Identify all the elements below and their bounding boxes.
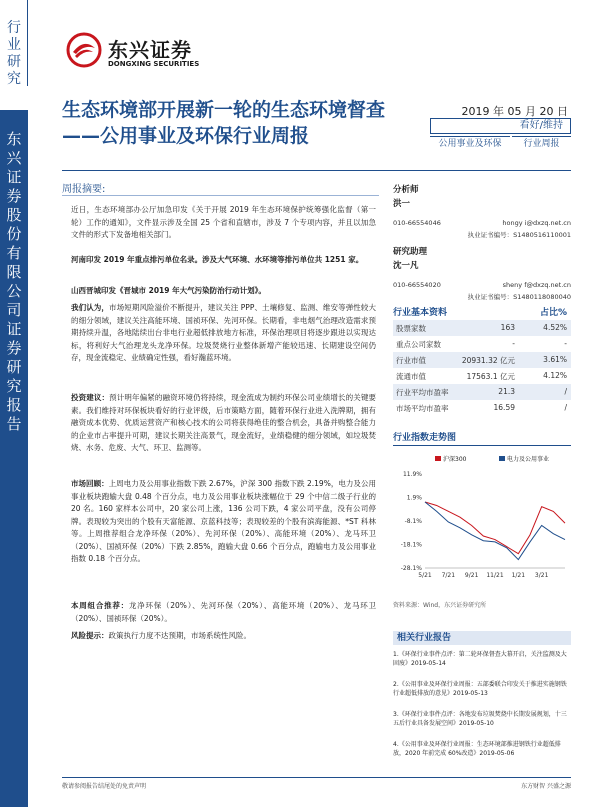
footer-divider [62,777,571,778]
abstract-heading: 周报摘要: [62,184,106,195]
table-row: 行业平均市盈率 21.3 / [393,384,571,400]
x-tick-label: 7/21 [441,572,456,579]
legend-swatch [435,456,441,461]
sidebar-top [0,0,28,86]
x-tick-label: 1/21 [511,572,526,579]
table-row: 流通市值 17563.1 亿元 4.12% [396,371,567,381]
assistant-phone: 010-66554020 [393,281,441,289]
index-line-chart [393,450,571,590]
footer-slogan: 东方财智 兴盛之源 [521,783,571,790]
analyst-block [393,183,571,301]
abstract-paragraph: 风险提示：政策执行力度不达预期，市场系统性风险。 [71,631,251,640]
analyst-label: 分析师 [393,185,419,195]
industry-category: 公用事业及环保 [430,136,510,150]
brand-logo [66,30,226,76]
footer-disclaimer: 敬请参阅报告结尾处的免责声明 [62,783,147,790]
sidebar-bottom-label: 东兴证券股份有限公司证券研究报告 [6,130,22,433]
abstract-paragraph: 河南印发 2019 年重点排污单位名录。涉及大气环境、水环境等排污单位共 1251 家。 [71,255,364,264]
report-type: 行业周报 [512,136,571,150]
related-report-link[interactable]: 4.《公用事业及环保行业周报：生态环境部推进钢铁行业超低排放，2020 年前完成 60%改造》2019-05-06 [393,741,561,757]
y-tick-label: 1.9% [406,494,422,502]
analyst-name: 洪一 [393,199,411,209]
y-tick-label: -8.1% [404,518,422,525]
assistant-cert: 执业证书编号：S1480118080040 [467,293,571,301]
abstract-paragraph: 我们认为，市场短期风险溢价不断提升，建议关注 PPP、土壤修复、监测、维安等弹性较大的细分领域，建议关注高能环境、国祯环保、先河环保。长期看，非电烟气治理改造需求预期持续升温，各地陆续出台非电行业超低排放地方标准，环保治理项目将逐步跟进以实现达标，将利好大气治理龙头龙净环保。垃圾焚烧行业整体新增产能较迅速、长期建设空间仍存，现金流稳定、业绩确定性强，看好瀚蓝环境。 [71,303,377,362]
pct-header: 占比% [539,308,567,318]
related-report-link[interactable]: 1.《环保行业事件点评：第二轮环保督查大幕开启，关注监测及大固废》2019-05-14 [393,651,567,667]
x-tick-label: 9/21 [464,572,479,579]
analyst-phone: 010-66554046 [393,219,441,227]
legend-label: 沪深300 [443,456,467,463]
assistant-label: 研究助理 [393,247,428,257]
y-tick-label: -28.1% [400,565,422,572]
legend-label: 电力及公用事业 [507,456,550,463]
table-row: 重点公司家数 - - [396,339,567,349]
analyst-email[interactable]: hongy i@dxzq.net.cn [502,219,571,227]
abstract-paragraph: 市场回顾：上周电力及公用事业指数下跌 2.67%，沪深 300 指数下跌 2.19%，电力及公用事业板块跑输大盘 0.48 个百分点，电力及公用事业板块涨幅位于 29 个中信二级子行业的 20 名。160 家样本公司中，20 家公司上涨，136 公司下跌，4 家公司平盘，没有公司停牌。表现较为突出的个股有天富能源、京蓝科技等；表现较差的个股有滨海能源、*ST 科林等。上周推荐组合龙净环保（20%）、先河环保（20%）、高能环境（20%）、龙马环卫（20%）、国祯环保（20%）下跌 2.85%，跑输大盘 0.66 个百分点，跑输电力及公用事业指数 0.18 个百分点。 [71,479,376,563]
assistant-name: 沈一凡 [393,261,419,271]
related-report-link[interactable]: 3.《环保行业事件点评：各地发布垃圾焚烧中长期发展规划，十三五后行业具备发展空间》2019-05-10 [393,711,567,727]
abstract-paragraph: 投资建议：预计明年偏紧的融资环境仍将持续，现金流成为制约环保公司业绩增长的关键要素。我们维持对环保板块看好的行业评级，后市策略方面，随着环保行业进入洗牌期，拥有融资成本优势、优质运营资产和核心技术的公司将获得绝佳的整合机会，具备并购整合能力的企业市占率提升可期，建议长期关注高景气，现金流好，业绩稳健的细分领域，如垃圾焚烧、水务、危废、大气、环卫、监测等。 [71,393,377,452]
report-date: 2019 年 05 月 20 日 [461,105,568,118]
index-chart-heading: 行业指数走势图 [393,430,571,446]
analyst-cert: 执业证书编号：S1480516110001 [467,231,571,239]
brand-name-cn: 东兴证券 [108,38,192,62]
sidebar-top-label: 行业研究 [7,20,21,87]
series-line [425,502,565,554]
related-reports-heading: 相关行业报告 [393,631,571,645]
legend-swatch [499,456,505,461]
abstract-paragraph: 近日，生态环境部办公厅加急印发《关于开展 2019 年生态环境保护统筹强化监督（第一轮）工作的通知》，文件显示涉及全国 25 个省和直辖市，涉及 7 个专项内容，并且以加急文件的形式下发备地相关部门。 [71,205,376,239]
x-tick-label: 3/21 [534,572,549,579]
report-title: 生态环境部开展新一轮的生态环境督查——公用事业及环保行业周报 [62,99,386,147]
abstract-divider [62,195,379,196]
chart-source: 资料来源：Wind，东兴证券研究所 [393,602,487,609]
brand-name-en: DONGXING SECURITIES [108,60,200,68]
table-row: 行业市值 20931.32 亿元 3.61% [393,352,571,368]
abstract-paragraph: 本周组合推荐：龙净环保（20%）、先河环保（20%）、高能环境（20%）、龙马环卫（20%）、国祯环保（20%）。 [71,601,376,623]
assistant-email[interactable]: sheny f@dxzq.net.cn [502,281,571,289]
x-tick-label: 5/21 [418,572,432,579]
related-report-link[interactable]: 2.《公用事业及环保行业周报：五部委联合印发关于推进实施钢铁行业超低排放的意见》2019-05-13 [393,681,567,697]
x-tick-label: 11/21 [486,572,504,579]
basic-info-heading: 行业基本资料 占比% [393,305,571,321]
sidebar [0,0,28,807]
table-row: 股票家数 163 4.52% [393,320,571,336]
rating-badge: 看好/维持 [519,120,563,131]
dongxing-logo-icon [66,32,102,68]
table-row: 市场平均市盈率 16.59 / [396,403,567,413]
header-divider [62,170,571,171]
abstract-paragraph: 山西晋城印发《晋城市 2019 年大气污染防治行动计划》。 [71,286,266,295]
y-tick-label: 11.9% [402,471,422,478]
y-tick-label: -18.1% [400,541,422,549]
sidebar-bottom [0,110,28,807]
